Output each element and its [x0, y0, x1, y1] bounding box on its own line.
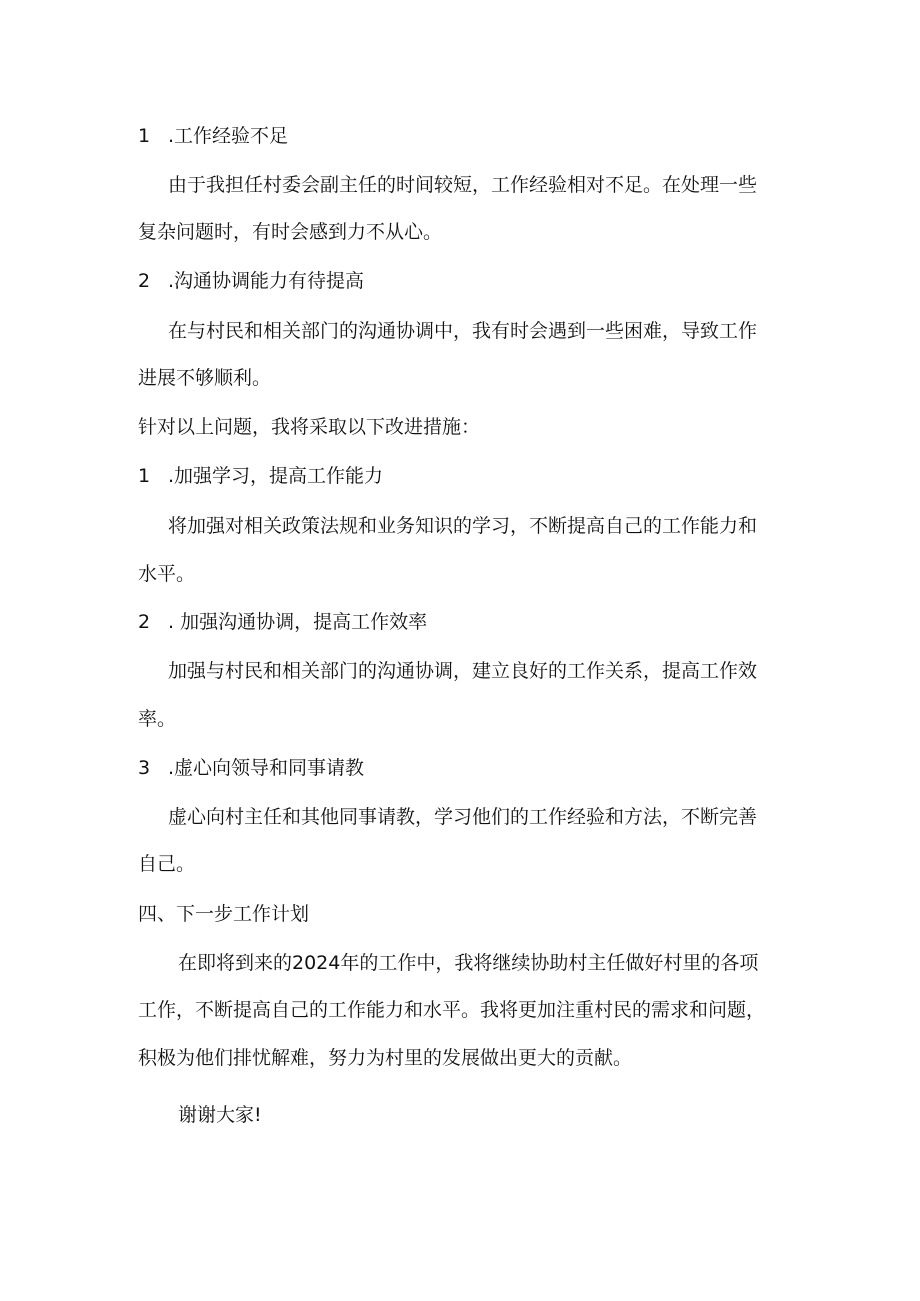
measure-item-3-number: 3	[138, 757, 151, 779]
measure-item-1-body-line-2: 水平。	[138, 563, 196, 585]
section-4-heading: 四、下一步工作计划	[138, 903, 310, 925]
measures-intro: 针对以上问题，我将采取以下改进措施：	[138, 416, 481, 438]
measure-item-2-body-line-2: 率。	[138, 708, 177, 730]
problem-item-2-body-line-2: 进展不够顺利。	[138, 367, 272, 389]
measure-item-3-body-line-2: 自己。	[138, 853, 196, 875]
measure-item-3-heading	[138, 756, 364, 780]
problem-item-1-title: .工作经验不足	[168, 125, 289, 147]
measure-item-2-heading	[138, 610, 427, 634]
problem-item-2-number: 2	[138, 270, 151, 292]
measure-item-3-title: .虚心向领导和同事请教	[168, 757, 365, 779]
problem-item-2-body-line-1: 在与村民和相关部门的沟通协调中，我有时会遇到一些困难，导致工作	[168, 320, 758, 342]
problem-item-1-heading	[138, 124, 288, 148]
problem-item-2-heading	[138, 269, 364, 293]
section-4-line-2: 工作，不断提高自己的工作能力和水平。我将更加注重村民的需求和问题，	[138, 999, 766, 1021]
problem-item-1-body-line-1: 由于我担任村委会副主任的时间较短，工作经验相对不足。在处理一些	[168, 174, 758, 196]
measure-item-2-number: 2	[138, 611, 151, 633]
measure-item-1-title: .加强学习，提高工作能力	[168, 465, 384, 487]
problem-item-1-number: 1	[138, 125, 151, 147]
section-4-line-3: 积极为他们排忧解难，努力为村里的发展做出更大的贡献。	[138, 1047, 633, 1069]
measure-item-3-body-line-1: 虚心向村主任和其他同事请教，学习他们的工作经验和方法，不断完善	[168, 806, 758, 828]
measure-item-1-body-line-1: 将加强对相关政策法规和业务知识的学习，不断提高自己的工作能力和	[168, 515, 758, 537]
problem-item-2-title: .沟通协调能力有待提高	[168, 270, 365, 292]
measure-item-2-title: . 加强沟通协调，提高工作效率	[168, 611, 428, 633]
measure-item-1-number: 1	[138, 465, 151, 487]
measure-item-2-body-line-1: 加强与村民和相关部门的沟通协调，建立良好的工作关系，提高工作效	[168, 660, 758, 682]
measure-item-1-heading	[138, 464, 383, 488]
closing-text: 谢谢大家!	[178, 1104, 262, 1126]
section-4-line-1: 在即将到来的2024年的工作中，我将继续协助村主任做好村里的各项	[178, 952, 759, 974]
problem-item-1-body-line-2: 复杂问题时，有时会感到力不从心。	[138, 221, 443, 243]
